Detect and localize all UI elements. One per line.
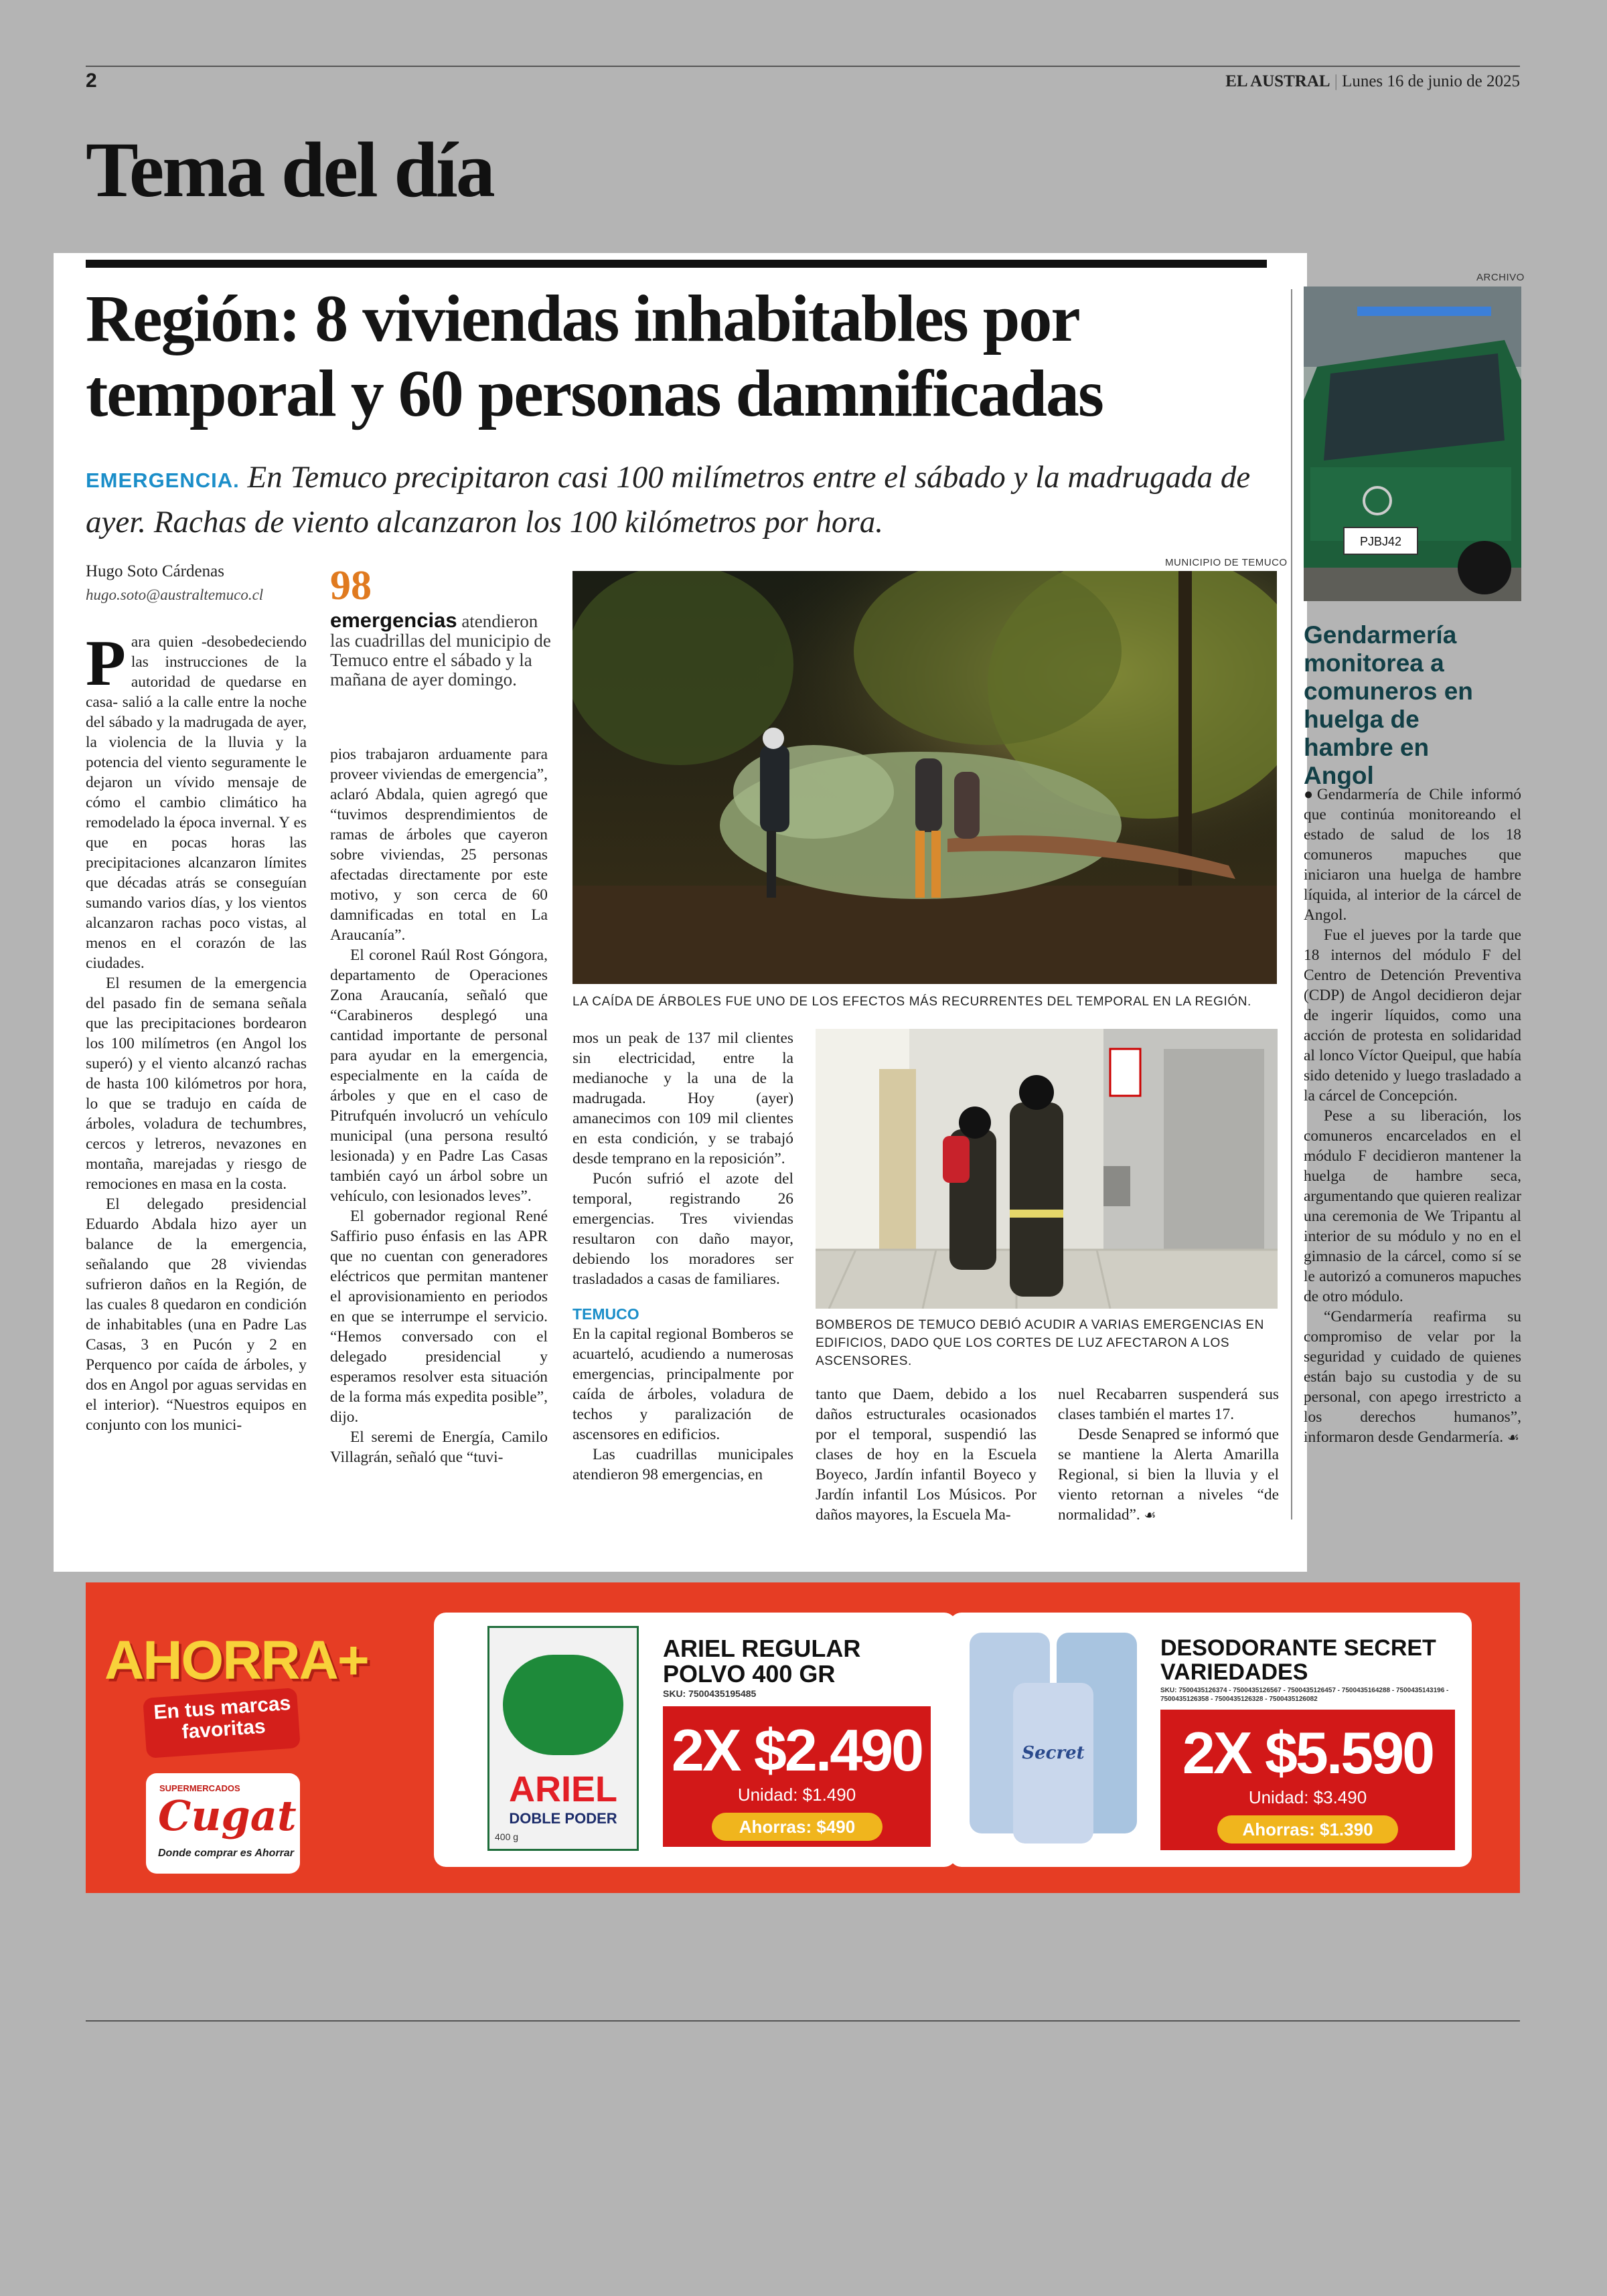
author-name: Hugo Soto Cárdenas bbox=[86, 562, 224, 580]
sidebar-divider bbox=[1291, 289, 1292, 1520]
product2-price: 2X $5.590 bbox=[1182, 1720, 1434, 1786]
ariel-sub: DOBLE PODER bbox=[509, 1810, 617, 1827]
article-column-4 bbox=[816, 1384, 1037, 1525]
cugat-advertisement bbox=[86, 1582, 1520, 1893]
sidebar-body bbox=[1304, 785, 1521, 1447]
paragraph: mos un peak de 137 mil clientes sin electricidad, entre la medianoche y la una de la madrugada. Hoy (ayer) amanecimos con 109 mil clientes en esta condición, y se trabajó desde temprano en la reposición”. bbox=[572, 1030, 793, 1167]
product1-savings: Ahorras: $490 bbox=[712, 1813, 883, 1841]
photo1-caption: LA CAÍDA DE ÁRBOLES FUE UNO DE LOS EFECTOS MÁS RECURRENTES DEL TEMPORAL EN LA REGIÓN. bbox=[572, 995, 1251, 1009]
paragraph: El seremi de Energía, Camilo Villagrán, señaló que “tuvi- bbox=[330, 1428, 548, 1466]
license-plate: PJBJ42 bbox=[1359, 535, 1402, 548]
paragraph: pios trabajaron arduamente para proveer viviendas de emergencia”, aclaró Abdala, quien agregó que “tuvimos desprendimientos de ramas de árboles que cayeron sobre viviendas, 25 personas afectadas directamente por este motivo, y son cerca de 60 damnificadas en total en La Araucanía”. bbox=[330, 746, 548, 944]
paragraph: En la capital regional Bomberos se acuarteló, acudiendo a numerosas emergencias, principalmente por caída de árboles, voladura de techos y paralización de ascensores en edificios. bbox=[572, 1325, 793, 1443]
product2-unit-price: Unidad: $3.490 bbox=[1248, 1787, 1367, 1807]
paragraph: Las cuadrillas municipales atendieron 98 emergencias, en bbox=[572, 1446, 793, 1483]
lead-tag: EMERGENCIA. bbox=[86, 469, 240, 492]
brand-logo: Cugat bbox=[158, 1791, 297, 1840]
end-mark: ☙ bbox=[1507, 1429, 1519, 1445]
photo1-credit: MUNICIPIO DE TEMUCO bbox=[1165, 557, 1288, 568]
page-number: 2 bbox=[86, 70, 97, 92]
highlight-unit: emergencias bbox=[330, 608, 457, 632]
drop-cap: P bbox=[86, 627, 126, 700]
paragraph: “Gendarmería reafirma su compromiso de velar por la seguridad y cuidado de quienes están bajo su custodia y de su personal, con apego irrestricto a los derechos humanos”, informaron desde Gendarmería. ☙ bbox=[1304, 1308, 1521, 1446]
article-column-3 bbox=[572, 1028, 793, 1485]
gendarmeria-van-photo bbox=[1304, 286, 1521, 601]
sidebar-photo-credit: ARCHIVO bbox=[1476, 272, 1525, 283]
product1-sku: SKU: 7500435195485 bbox=[663, 1688, 757, 1699]
end-mark: ☙ bbox=[1144, 1507, 1156, 1523]
product2-sku: SKU: 7500435126374 - 7500435126567 - 7500435126457 - 7500435164288 - 7500435143196 - 7500435126358 - 7500435126328 - 7500435126082 bbox=[1160, 1687, 1449, 1703]
tree-fall-illustration bbox=[572, 571, 1277, 984]
highlight-number: 98 bbox=[330, 563, 372, 608]
paragraph: tanto que Daem, debido a los daños estructurales ocasionados por el temporal, suspendió las clases de hoy en la Escuela Boyeco, Jardín infantil Boyeco y Jardín infantil Los Músicos. Por daños mayores, la Escuela Ma- bbox=[816, 1386, 1037, 1524]
paragraph: nuel Recabarren suspenderá sus clases también el martes 17. bbox=[1058, 1386, 1279, 1423]
article-column-2 bbox=[330, 744, 548, 1467]
paragraph: Desde Senapred se informó que se mantiene la Alerta Amarilla Regional, si bien la lluvia y el viento retornan a niveles “de normalidad”. ☙ bbox=[1058, 1426, 1279, 1524]
photo2-caption: BOMBEROS DE TEMUCO DEBIÓ ACUDIR A VARIAS EMERGENCIAS EN EDIFICIOS, DADO QUE LOS CORTES DE LUZ AFECTARON A LOS ASCENSORES. bbox=[816, 1318, 1264, 1368]
article-headline: Región: 8 viviendas inhabitables por temporal y 60 personas damnificadas bbox=[86, 281, 1103, 430]
product2-name: DESODORANTE SECRET VARIEDADES bbox=[1160, 1635, 1436, 1685]
ariel-brand: ARIEL bbox=[509, 1769, 617, 1809]
product1-unit-price: Unidad: $1.490 bbox=[737, 1785, 856, 1805]
secret-brand: Secret bbox=[1022, 1743, 1085, 1763]
top-rule bbox=[86, 66, 1520, 67]
product1-price: 2X $2.490 bbox=[671, 1717, 923, 1783]
van-illustration bbox=[1304, 286, 1521, 601]
product2-savings: Ahorras: $1.390 bbox=[1217, 1815, 1398, 1843]
lead-text: En Temuco precipitaron casi 100 milímetros entre el sábado y la madrugada de ayer. Rachas de viento alcanzaron los 100 kilómetros por hora. bbox=[86, 460, 1251, 540]
issue-date: Lunes 16 de junio de 2025 bbox=[1342, 72, 1520, 90]
paragraph: Fue el jueves por la tarde que 18 internos del módulo F del Centro de Detención Preventiva (CDP) de Angol decidieron dejar de ingerir líquidos, como una acción de protesta en solidaridad al lonco Víctor Queipul, que había sido detenido y luego trasladado a la cárcel de Concepción. bbox=[1304, 926, 1521, 1104]
section-title: Tema del día bbox=[86, 126, 493, 214]
author-email: hugo.soto@australtemuco.cl bbox=[86, 586, 264, 603]
bottom-rule bbox=[86, 2020, 1520, 2022]
sidebar-title: Gendarmería monitorea a comuneros en huelga de hambre en Angol bbox=[1304, 621, 1473, 789]
secret-bottle-3 bbox=[1013, 1683, 1093, 1843]
article-column-5 bbox=[1058, 1384, 1279, 1525]
subhead-temuco: TEMUCO bbox=[572, 1305, 639, 1323]
firefighters-illustration bbox=[816, 1029, 1278, 1309]
paragraph: Pucón sufrió el azote del temporal, registrando 26 emergencias. Tres viviendas resultaron con daño mayor, debiendo los moradores ser trasladados a casas de familiares. bbox=[572, 1170, 793, 1288]
brand-tagline: Donde comprar es Ahorrar bbox=[158, 1848, 295, 1859]
ad-slogan-sub: En tus marcas favoritas bbox=[153, 1692, 292, 1744]
ariel-package bbox=[487, 1626, 639, 1851]
ariel-weight: 400 g bbox=[495, 1831, 519, 1842]
highlight-text: emergencias atendieron las cuadrillas del municipio de Temuco entre el sábado y la mañana de ayer domingo. bbox=[330, 608, 551, 689]
article-column-1 bbox=[86, 627, 307, 1435]
paragraph: Para quien -desobedeciendo las instrucciones de la autoridad de quedarse en casa- salió a la calle entre la noche del sábado y la madrugada de ayer, la violencia de la lluvia y la potencia del viento seguramente le dejaron un vívido mensaje de cómo el cambio climático ha remodelado la época invernal. Y es que en pocas horas las precipitaciones alcanzaron límites que décadas atrás se conseguían sumando varios días, y los vientos alcanzaron rachas poco vistas, al menos en el corazón de las ciudades. bbox=[86, 627, 307, 972]
ad-slogan: AHORRA+ bbox=[104, 1630, 368, 1691]
masthead: EL AUSTRAL | Lunes 16 de junio de 2025 bbox=[1225, 72, 1520, 90]
newspaper-name: EL AUSTRAL bbox=[1225, 72, 1330, 90]
tree-fall-photo bbox=[572, 571, 1277, 984]
headline-bar bbox=[86, 260, 1267, 268]
paragraph: Pese a su liberación, los comuneros encarcelados en el módulo F decidieron mantener la huelga de hambre seca, argumentando que quieren realizar una ceremonia de We Tripantu al interior de su módulo y no en el gimnasio de la cárcel, como sí se le autorizó a comuneros mapuches de otro módulo. bbox=[1304, 1107, 1521, 1305]
paragraph: El gobernador regional René Saffirio puso énfasis en las APR que no cuentan con generadores eléctricos que permitan mantener el aprovisionamiento en periodos en que se interrumpe el servicio. “Hemos conversado con el delegado presidencial y esperamos resolver esta situación de la forma más expedita posible”, dijo. bbox=[330, 1208, 548, 1426]
paragraph: El delegado presidencial Eduardo Abdala hizo ayer un balance de la emergencia, señalando que 28 viviendas sufrieron daños en la Región, de las cuales 8 quedaron en condición de inhabitables (una en Padre Las Casas, 3 en Pucón y 2 en Perquenco por caída de árboles, y dos en Angol por aguas servidas en el interior). “Nuestros equipos en conjunto con los munici- bbox=[86, 1196, 307, 1434]
brand-small: SUPERMERCADOS bbox=[159, 1783, 240, 1793]
paragraph: El resumen de la emergencia del pasado fin de semana señala que las precipitaciones bordearon los 100 milímetros (en Angol los superó) y el viento alcanzó rachas de hasta 100 kilómetros por hora, lo que se tradujo en caída de árboles, voladura de techumbres, cercos y letreros, nevazones en montaña, marejadas y riesgo de remociones en masa en la costa. bbox=[86, 975, 307, 1193]
paragraph: El coronel Raúl Rost Góngora, departamento de Operaciones Zona Araucanía, señaló que “Carabineros desplegó una cantidad importante de personal para ayudar en la emergencia, especialmente en la caída de árboles y que en el caso de Pitrufquén involucró un vehículo municipal (una persona resultó lesionada) y en Padre Las Casas también cayó un árbol sobre un vehículo, con lesionados leves”. bbox=[330, 947, 548, 1205]
article-lead bbox=[86, 457, 1271, 543]
product1-name: ARIEL REGULAR POLVO 400 GR bbox=[663, 1635, 861, 1688]
firefighters-photo bbox=[816, 1029, 1278, 1309]
paragraph: ●Gendarmería de Chile informó que continúa monitoreando el estado de salud de los 18 comuneros mapuches que iniciaron una huelga de hambre líquida, al interior de la cárcel de Angol. bbox=[1304, 786, 1521, 924]
